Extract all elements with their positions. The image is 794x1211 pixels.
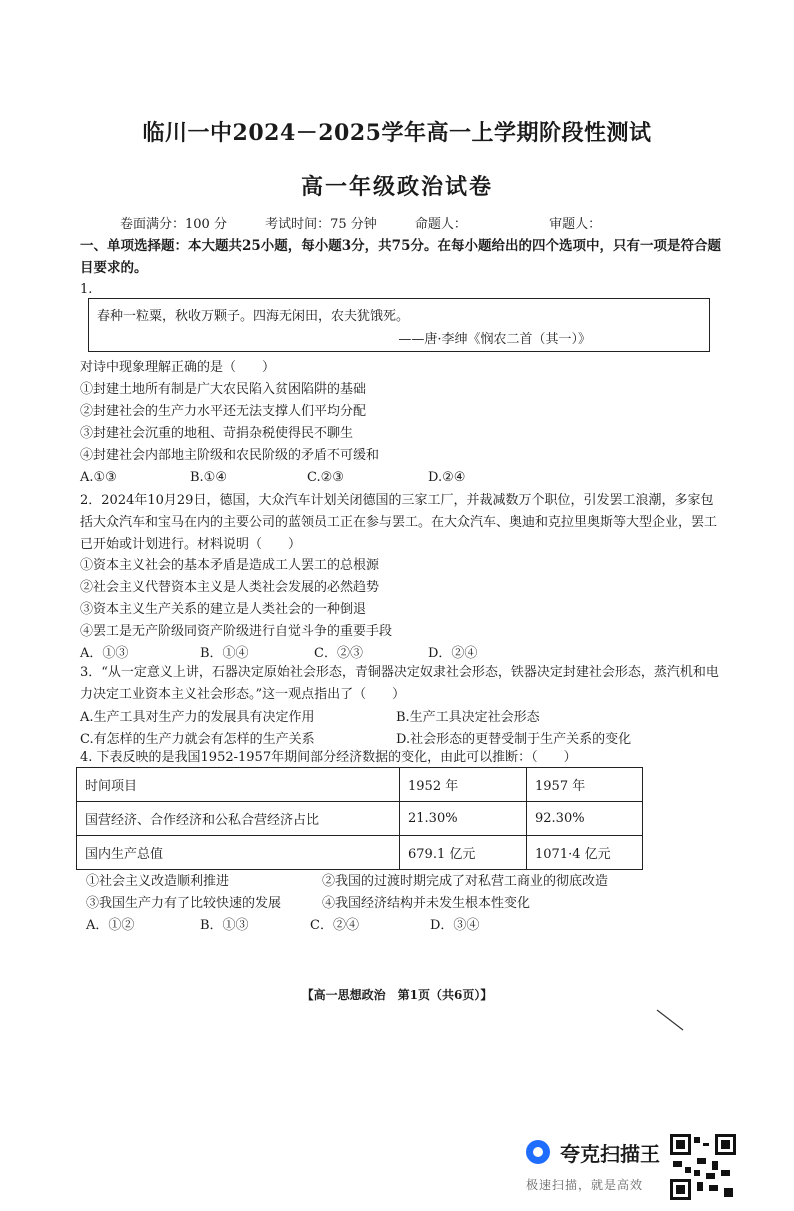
q2-item: ①资本主义社会的基本矛盾是造成工人罢工的总根源: [80, 558, 380, 573]
q4-option-c[interactable]: C．②④: [310, 918, 359, 933]
q4-option-d[interactable]: D．③④: [430, 918, 480, 933]
q1-option-a[interactable]: A.①③: [80, 470, 117, 485]
q1-item: ②封建社会的生产力水平还无法支撑人们平均分配: [80, 404, 367, 419]
poem-line: 春种一粒粟，秋收万颗子。四海无闲田，农夫犹饿死。: [97, 309, 410, 324]
page-footer: 【高一思想政治 第1页（共6页）】: [301, 988, 493, 1002]
exam-subtitle: 高一年级政治试卷: [300, 174, 493, 200]
q2-stem: 2．2024年10月29日，德国，大众汽车计划关闭德国的三家工厂，并裁减数万个职位，引发罢工浪潮，多家包括大众汽车和宝马在内的主要公司的蓝领员工正在参与罢工。在大众汽车、奥迪和克拉里奥斯等大型企业，罢工已开始或计划进行。材料说明（ ）: [80, 493, 718, 552]
q1-item: ④封建社会内部地主阶级和农民阶级的矛盾不可缓和: [80, 448, 380, 463]
q2-option-d[interactable]: D．②④: [428, 646, 478, 661]
scanner-tagline: 极速扫描，就是高效: [526, 1178, 644, 1192]
q2-option-c[interactable]: C．②③: [314, 646, 363, 661]
q4-item: ③我国生产力有了比较快速的发展: [86, 896, 282, 911]
table-header-cell: 1952 年: [400, 768, 527, 802]
q1-item: ③封建社会沉重的地租、苛捐杂税使得民不聊生: [80, 426, 354, 441]
q4-stem: 4. 下表反映的是我国1952-1957年期间部分经济数据的变化，由此可以推断：（ ）: [80, 750, 577, 765]
q3-option-d[interactable]: D.社会形态的更替受制于生产关系的变化: [396, 732, 632, 747]
table-cell: 92.30%: [527, 802, 643, 836]
scanner-name: 夸克扫描王: [560, 1142, 660, 1166]
q1-option-d[interactable]: D.②④: [428, 470, 466, 485]
q4-option-a[interactable]: A．①②: [86, 918, 135, 933]
poem-source: ——唐·李绅《悯农二首（其一）》: [398, 332, 591, 347]
table-cell: 国内生产总值: [77, 836, 400, 870]
q3-option-c[interactable]: C.有怎样的生产力就会有怎样的生产关系: [80, 732, 315, 747]
table-header-row: [77, 768, 643, 802]
q3-stem: 3．“从一定意义上讲，石器决定原始社会形态，青铜器决定奴隶社会形态，铁器决定封建社会形态，蒸汽机和电力决定工业资本主义社会形态。”这一观点指出了（ ）: [80, 665, 719, 702]
q4-item: ①社会主义改造顺利推进: [86, 874, 230, 889]
q2-item: ④罢工是无产阶级同资产阶级进行自觉斗争的重要手段: [80, 624, 393, 639]
q2-option-b[interactable]: B．①④: [200, 646, 249, 661]
full-score: 卷面满分：100 分: [120, 217, 227, 232]
setter: 命题人：: [414, 217, 467, 232]
q4-item: ②我国的过渡时期完成了对私营工商业的彻底改造: [322, 874, 609, 889]
scanner-logo-icon: [526, 1140, 550, 1164]
q2-option-a[interactable]: A．①③: [80, 646, 129, 661]
table-header-cell: 1957 年: [527, 768, 643, 802]
section-heading: 一、单项选择题：本大题共25小题，每小题3分，共75分。在每小题给出的四个选项中，只有一项是符合题目要求的。: [80, 238, 721, 276]
table-cell: 679.1 亿元: [400, 836, 527, 870]
pen-stroke: [655, 1008, 685, 1032]
q3-option-b[interactable]: B.生产工具决定社会形态: [396, 710, 540, 725]
q1-item: ①封建土地所有制是广大农民陷入贫困陷阱的基础: [80, 382, 367, 397]
exam-info: [120, 213, 635, 232]
q1-number: 1.: [80, 282, 93, 297]
table-cell: 21.30%: [400, 802, 527, 836]
table-header-cell: 时间项目: [77, 768, 400, 802]
qr-code-icon: [670, 1134, 736, 1200]
table-cell: 国营经济、合作经济和公私合营经济占比: [77, 802, 400, 836]
q2-item: ②社会主义代替资本主义是人类社会发展的必然趋势: [80, 580, 380, 595]
q2-item: ③资本主义生产关系的建立是人类社会的一种倒退: [80, 602, 367, 617]
q1-stem: 对诗中现象理解正确的是（ ）: [80, 360, 276, 375]
q1-option-c[interactable]: C.②③: [307, 470, 344, 485]
q1-option-b[interactable]: B.①④: [190, 470, 227, 485]
table-cell: 1071·4 亿元: [527, 836, 643, 870]
exam-title: 临川一中2024－2025学年高一上学期阶段性测试: [142, 120, 652, 146]
q4-item: ④我国经济结构并未发生根本性变化: [322, 896, 531, 911]
q4-option-b[interactable]: B．①③: [200, 918, 249, 933]
table-row: [77, 836, 643, 870]
poem-box: [88, 298, 710, 352]
reviewer: 审题人：: [549, 217, 602, 232]
q3-option-a[interactable]: A.生产工具对生产力的发展具有决定作用: [80, 710, 315, 725]
economic-data-table: [76, 767, 643, 870]
exam-time: 考试时间：75 分钟: [265, 217, 377, 232]
table-row: [77, 802, 643, 836]
